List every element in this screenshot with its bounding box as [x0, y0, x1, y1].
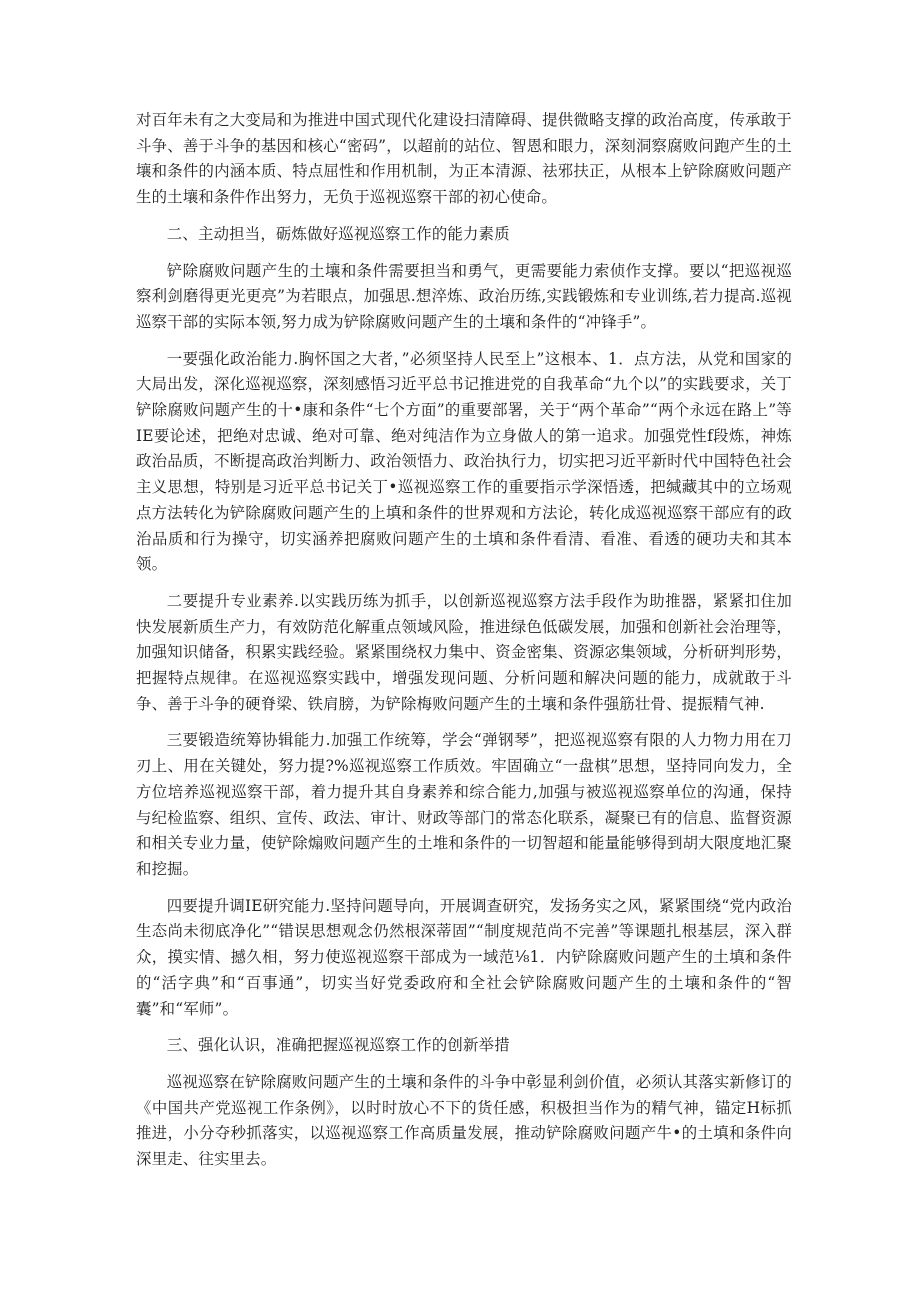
paragraph-professional-quality: 二要提升专业素养.以实践历练为抓手，以创新巡视巡察方法手段作为助推器，紧紧扣住加快发展新质生产力，有效防范化解重点领域风险，推进绿色低碳发展，加强和创新社会治理等，加强知识储备，积累实践经验。紧紧围绕权力集中、资金密集、资源宓集领域，分析研判形势，把握特点规律。在巡视巡察实践中，增强发现问题、分析问题和解决问题的能力，成就敢于斗争、善于斗争的硬脊梁、铁肩膀，为铲除梅败问题产生的土壤和条件强筋壮骨、提振精气神.: [136, 591, 792, 713]
paragraph-continuation: 对百年未有之大变局和为推进中国式现代化建设扫清障碍、提供微略支撑的政治高度，传承敢于斗争、善于斗争的基因和核心“密码”，以超前的站位、智恩和眼力，深刻洞察腐败问跑产生的土壤和条件的内涵本质、特点屈性和作用机制，为正本清源、祛邪扶正，从根本上铲除腐败问题产生的土壤和条件作出努力，无负于巡视巡察干部的初心使命。: [136, 111, 792, 207]
paragraph-coordination-ability: 三要锻造统筹协辑能力.加强工作统筹，学会“弹钢琴”，把巡视巡察有限的人力物力用在刀刃上、用在关键处，努力提?%巡视巡察工作质效。牢固确立“一盘棋”思想，坚持同向发力，全方位培养巡视巡察干部，着力提升其自身素养和综合能力,加强与被巡视巡察单位的沟通，保持与纪检监察、组织、宣传、政法、审计、财政等部门的常态化联系，凝聚已有的信息、监督资源和相关专业力量，使铲除煽败问题产生的土堆和条件的一切智超和能量能够得到胡大限度地汇聚和挖掘。: [136, 731, 792, 878]
paragraph-political-ability: 一要强化政治能力.胸怀国之大者，”必须坚持人民至上”这根本、1．点方法，从党和国家的大局出发，深化巡视巡察，深刻感悟习近平总书记推进党的自我革命“九个以”的实践要求，关丁铲除腐败问题产生的十•康和条件“七个方面”的重要部署，关于“两个革命”“两个永远在路上”等IE要论述，把绝对忠诚、绝对可靠、绝对纯洁作为立身做人的第一追求。加强党性f段炼，神炼政治品质，不断提高政治判断力、政治领悟力、政治执行力，切实把习近平新时代中国特色社会主义思想，特别是习近平总书记关丁•巡视巡察工作的重要指示学深悟透，把缄藏其中的立场观点方法转化为铲除腐败问题产生的上填和条件的世界观和方法论，转化成巡视巡察干部应有的政治品质和行为操守，切实涵养把腐败问题产生的土填和条件看清、看准、看透的硬功夫和其本领。: [136, 349, 792, 574]
document-body: [136, 108, 792, 1184]
section-heading-3: 三、强化认识，准确把握巡视巡察工作的创新举措: [166, 1036, 510, 1055]
paragraph-ability-intro: 铲除腐败问题产生的土壤和条件需要担当和勇气，更需要能力索侦作支撑。要以“把巡视巡察利剑磨得更光更亮”为若眼点，加强思.想淬炼、政治历练,实践锻炼和专业训练,若力提高.巡视巡察干部的实际本领,努力成为铲除腐败问题产生的土壤和条件的“冲锋手”。: [136, 261, 792, 331]
section-heading-2: 二、主动担当，砺炼做好巡视巡察工作的能力素质: [166, 224, 510, 243]
paragraph-research-ability: 四要提升调IE研究能力.坚持问题导向，开展调查研究，发扬务实之风，紧紧围绕“党内政治生态尚未彻底净化”“错误思想观念仍然根深蒂固”“制度规范尚不完善”等课题扎根基层，深入群众，摸实情、撼久相，努力使巡视巡察干部成为一域范⅛1．内铲除腐败问题产生的土填和条件的“活字典”和“百事通”，切实当好党委政府和全社会铲除腐败问题产生的土壤和条件的“智囊”和“军师”。: [136, 896, 792, 1018]
paragraph-innovation-intro: 巡视巡察在铲除腐败问题产生的土壤和条件的斗争中彰显利剑价值，必须认其落实新修订的《中国共产党巡视工作条例》，以时时放心不下的货任感，积极担当作为的精气神，锚定H标抓推进，小分夺秒抓落实，以巡视巡察工作高质量发展，推动铲除腐败问题产牛•的土填和条件向深里走、往实里去。: [136, 1072, 792, 1169]
